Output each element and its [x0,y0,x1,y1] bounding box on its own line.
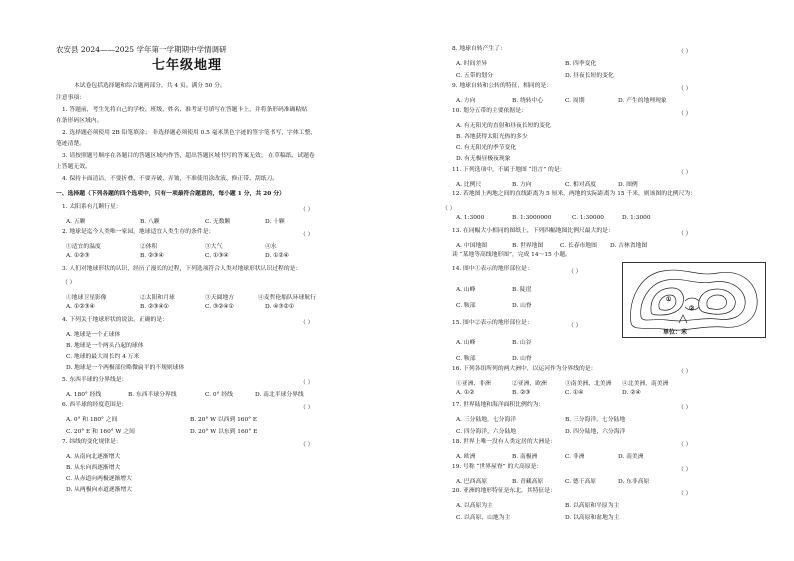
question-6: 6. 西半球的经度范围是： [62,402,128,408]
note-line: 上答题无效。 [56,164,91,170]
option: B. 地球是一个两头凸起的球体 [66,343,144,349]
option: D. 昼夜长短的变化 [565,73,614,79]
option: ③大气 [205,244,223,250]
answer-paren: （ ） [62,280,76,286]
option: B. ②③ [512,390,531,396]
map-unit: 单位：米 [663,329,688,336]
option: D. 图例 [618,182,638,188]
question-17: 17. 世界陆地和海洋面积比例约为： [452,402,545,408]
question-20: 20. 亚洲的地形特征是东北，其特征是： [452,488,556,494]
option: D. 吉林省地图 [610,243,648,249]
option: D. 四分陆地，六分海洋 [565,429,626,435]
answer-paren: （ ） [300,232,314,238]
option: D. 有无极昼极夜现象 [456,156,511,162]
option: D. 南美洲 [618,454,644,460]
option: D. ②④ [622,390,641,396]
answer-paren: （ ） [678,111,692,117]
option: C. ①③④ [205,253,229,259]
option: D. 十颗 [265,219,285,225]
option: A. 有无阳光的直射和昼夜长短的变化 [456,123,551,129]
answer-paren: （ ） [300,405,314,411]
option: B. 1:3000000 [512,215,552,221]
option: C. 四分海洋，六分陆地 [456,429,517,435]
option: A. 中国地图 [456,243,488,249]
answer-paren: （ ） [678,369,692,375]
option: A. ①②③④ [66,304,95,310]
question-11: 11. 下列选项中，不属于地图 “语言” 的是： [452,167,566,173]
option: A. 三分陆地，七分海洋 [456,417,517,423]
note-line: 笔迹清楚。 [56,141,85,147]
question-4: 4. 下列关于地球形状的说法，正确的是： [62,317,168,323]
notes-heading: 注意事项： [56,95,85,101]
option: C. ①④ [565,390,584,396]
note-line: 1. 答题前，考生先将自己的学校、班级、姓名、准考证号填写在答题卡上，并将条形码准确粘贴 [62,107,308,113]
option: D. 产生的地理现象 [618,98,667,104]
option: D. 1:3000 [622,215,651,221]
option: ①适宜的温度 [66,244,101,250]
option: B. 南极洲 [512,454,538,460]
option: B. ②③④ [140,253,164,259]
option: A. 1:3000 [456,215,485,221]
option: B. ②③④① [140,304,169,310]
answer-paren: （ ） [678,170,692,176]
option: B. 三分海洋，七分陆地 [565,417,626,423]
option: C. 无数颗 [205,219,231,225]
option: ②体积 [140,244,158,250]
option: A. ①②③ [66,253,90,259]
option: B. 八颗 [140,219,160,225]
question-12: 12. 若地图上两地之间的直线距离为 5 厘米，两地的实际距离为 15 千米，则该图的比例尺为： [452,191,696,197]
question-16: 16. 下列各组所列的两大洲中，以运河作为分界线的是： [452,366,597,372]
option: C. 长春市地图 [560,243,597,249]
question-18: 18. 世界上唯一没有人类定居的大洲是： [452,439,556,445]
option: A. 巴西高原 [456,479,488,485]
option: D. 山脊 [512,356,532,362]
question-1: 1. 太阳系有几颗行星： [62,204,122,210]
option: D. 从两极向赤道逐渐增大 [66,487,133,493]
answer-paren: （ ） [678,467,692,473]
option: C. 1:30000 [572,215,604,221]
question-3: 3. 人们对地球形状的认识，经历了漫长的过程，下列选项符合人类对地球形状认识过程的是： [62,266,302,272]
option: A. 地球是一个正球体 [66,332,121,338]
note-line: 4. 保持卡面清洁，不要折叠、不要弄破、弄皱，不准使用涂改液、修正带、刮纸刀。 [62,176,279,182]
option: ①亚洲、非洲 [456,381,491,387]
section-heading: 一、选择题（下列各题的四个选项中，只有一项最符合题意的，每小题 1 分，共 20 分） [56,191,285,197]
question-13: 13. 在同幅大小相同的图纸上，下列四幅地图比例尺最大的是： [452,228,614,234]
note-line: 在条形码区域内。 [56,118,103,124]
option: C. 五带的划分 [456,73,493,79]
option: C. 地球的最大周长约 4 万米 [66,354,140,360]
answer-paren: （ ） [678,231,692,237]
option: B. 绕转中心 [512,98,544,104]
answer-paren: （ ） [568,323,582,329]
option: ③南美洲、北美洲 [565,381,612,387]
answer-paren: （ ） [300,380,314,386]
option: B. 东西半球分界线 [128,392,177,398]
answer-paren: （ ） [678,86,692,92]
answer-paren: （ ） [300,442,314,448]
option: C. 周期 [565,98,585,104]
option: B. 世界地图 [512,243,544,249]
contour-map [622,262,766,338]
option: D. 南北半球分界线 [255,392,304,398]
option: D. 东非高原 [618,479,650,485]
option: C. 德干高原 [565,479,597,485]
answer-paren: （ ） [678,49,692,55]
option: D. ①②④ [265,253,289,259]
option: A. ①② [456,390,475,396]
option: C. 20° E 和 160° W 之间 [66,429,135,435]
question-8: 8. 地球自转产生了： [452,46,506,52]
option: A. 山峰 [456,340,476,346]
option: C. ③②④① [205,304,234,310]
note-line: 2. 选择题必须使用 2B 铅笔填涂； 非选择题必须使用 0.5 毫米黑色字迹的签字笔书写，字体工整、 [62,130,317,136]
option: C. 鞍部 [456,303,476,309]
option: ④水 [265,244,277,250]
answer-paren: （ ） [678,491,692,497]
option: ③天圆地方 [205,295,234,301]
option: B. 陡崖 [512,287,532,293]
option: B. 各地获得太阳光热的多少 [456,134,528,140]
option: ②亚洲，欧洲 [512,381,547,387]
option: A. 以高原为主 [456,503,493,509]
option: C. 非洲 [565,454,585,460]
option: B. 20° W 以西到 160° E [190,417,258,423]
option: A. 方向 [456,98,476,104]
option: C. 从赤道向两极逐渐增大 [66,476,132,482]
option: C. 鞍部 [456,356,476,362]
option: B. 从东向西逐渐增大 [66,465,121,471]
option: A. 比例尺 [456,182,482,188]
option: ④北美洲，南美洲 [622,381,669,387]
option: D. 地球是一个两极部位略微扁平的不规则球体 [66,365,185,371]
option: B. 山谷 [512,340,532,346]
answer-paren: （ ） [678,405,692,411]
option: ④麦哲伦船队环球航行 [258,295,316,301]
option: ①地球卫星影像 [66,295,107,301]
option: B. 青藏高原 [512,479,544,485]
option: A. 五颗 [66,219,86,225]
option: B. 方向 [512,182,532,188]
option: A. 欧洲 [456,454,476,460]
option: A. 180° 经线 [66,392,102,398]
question-19: 19. 号称 “世界屋脊” 的大高原是： [452,464,543,470]
answer-paren: （ ） [300,320,314,326]
page-title: 七年级地理 [152,58,223,73]
option: C. 相对高度 [565,182,597,188]
question-2: 2. 地球是迄今人类唯一家园，地球适宜人类生存的条件是： [62,229,215,235]
option: B. 四季变化 [565,61,597,67]
answer-paren: （ ） [678,442,692,448]
option: D. 20° W 以东到 160° E [190,429,258,435]
school-line: 农安县 2024——2025 学年第一学期期中学情调研 [56,45,227,54]
option: A. 从南向北逐渐增大 [66,454,121,460]
answer-paren: （ ） [300,207,314,213]
question-5: 5. 东西半球的分界线是： [62,377,128,383]
question-7: 7. 纬线的变化规律是： [62,439,122,445]
question-15: 15. 图中②表示的地形部位是： [452,320,533,326]
option: ②太阳和月球 [140,295,175,301]
option: A. 山峰 [456,287,476,293]
option: D. ④③②① [265,304,294,310]
map-intro: 读 “某地等高线地形图”，完成 14～15 小题。 [452,252,571,258]
contour-lines [623,263,765,337]
option: C. 0° 经线 [205,392,233,398]
question-9: 9. 地球自转和公转的特征，相同的是： [452,83,553,89]
left-column [0,0,380,561]
question-14: 14. 图中①表示的地形部位是： [452,266,533,272]
answer-paren: （ ） [442,206,456,212]
option: B. 以高原和平原为主 [565,503,620,509]
map-marker-2: ② [689,305,695,312]
option: D. 山脊 [512,303,532,309]
note-line: 3. 请按照题号顺序在各题目的答题区域内作答，超出答题区域书写的答案无效； 在草稿纸、试题卷 [62,153,315,159]
question-10: 10. 划分五带的主要依据是： [452,108,527,114]
option: C. 以高原、山地为主 [456,515,511,521]
option: D. 以高原和盆地为主 [565,515,620,521]
option: A. 时间差异 [456,61,488,67]
option: C. 有无阳光的季节变化 [456,145,517,151]
map-marker-1: ① [666,296,672,303]
answer-paren: （ ） [568,269,582,275]
intro: 本试卷包括选择题和综合题两部分，共 4 页。满分 50 分。 [74,83,226,89]
option: A. 0° 和 180° 之间 [66,417,118,423]
